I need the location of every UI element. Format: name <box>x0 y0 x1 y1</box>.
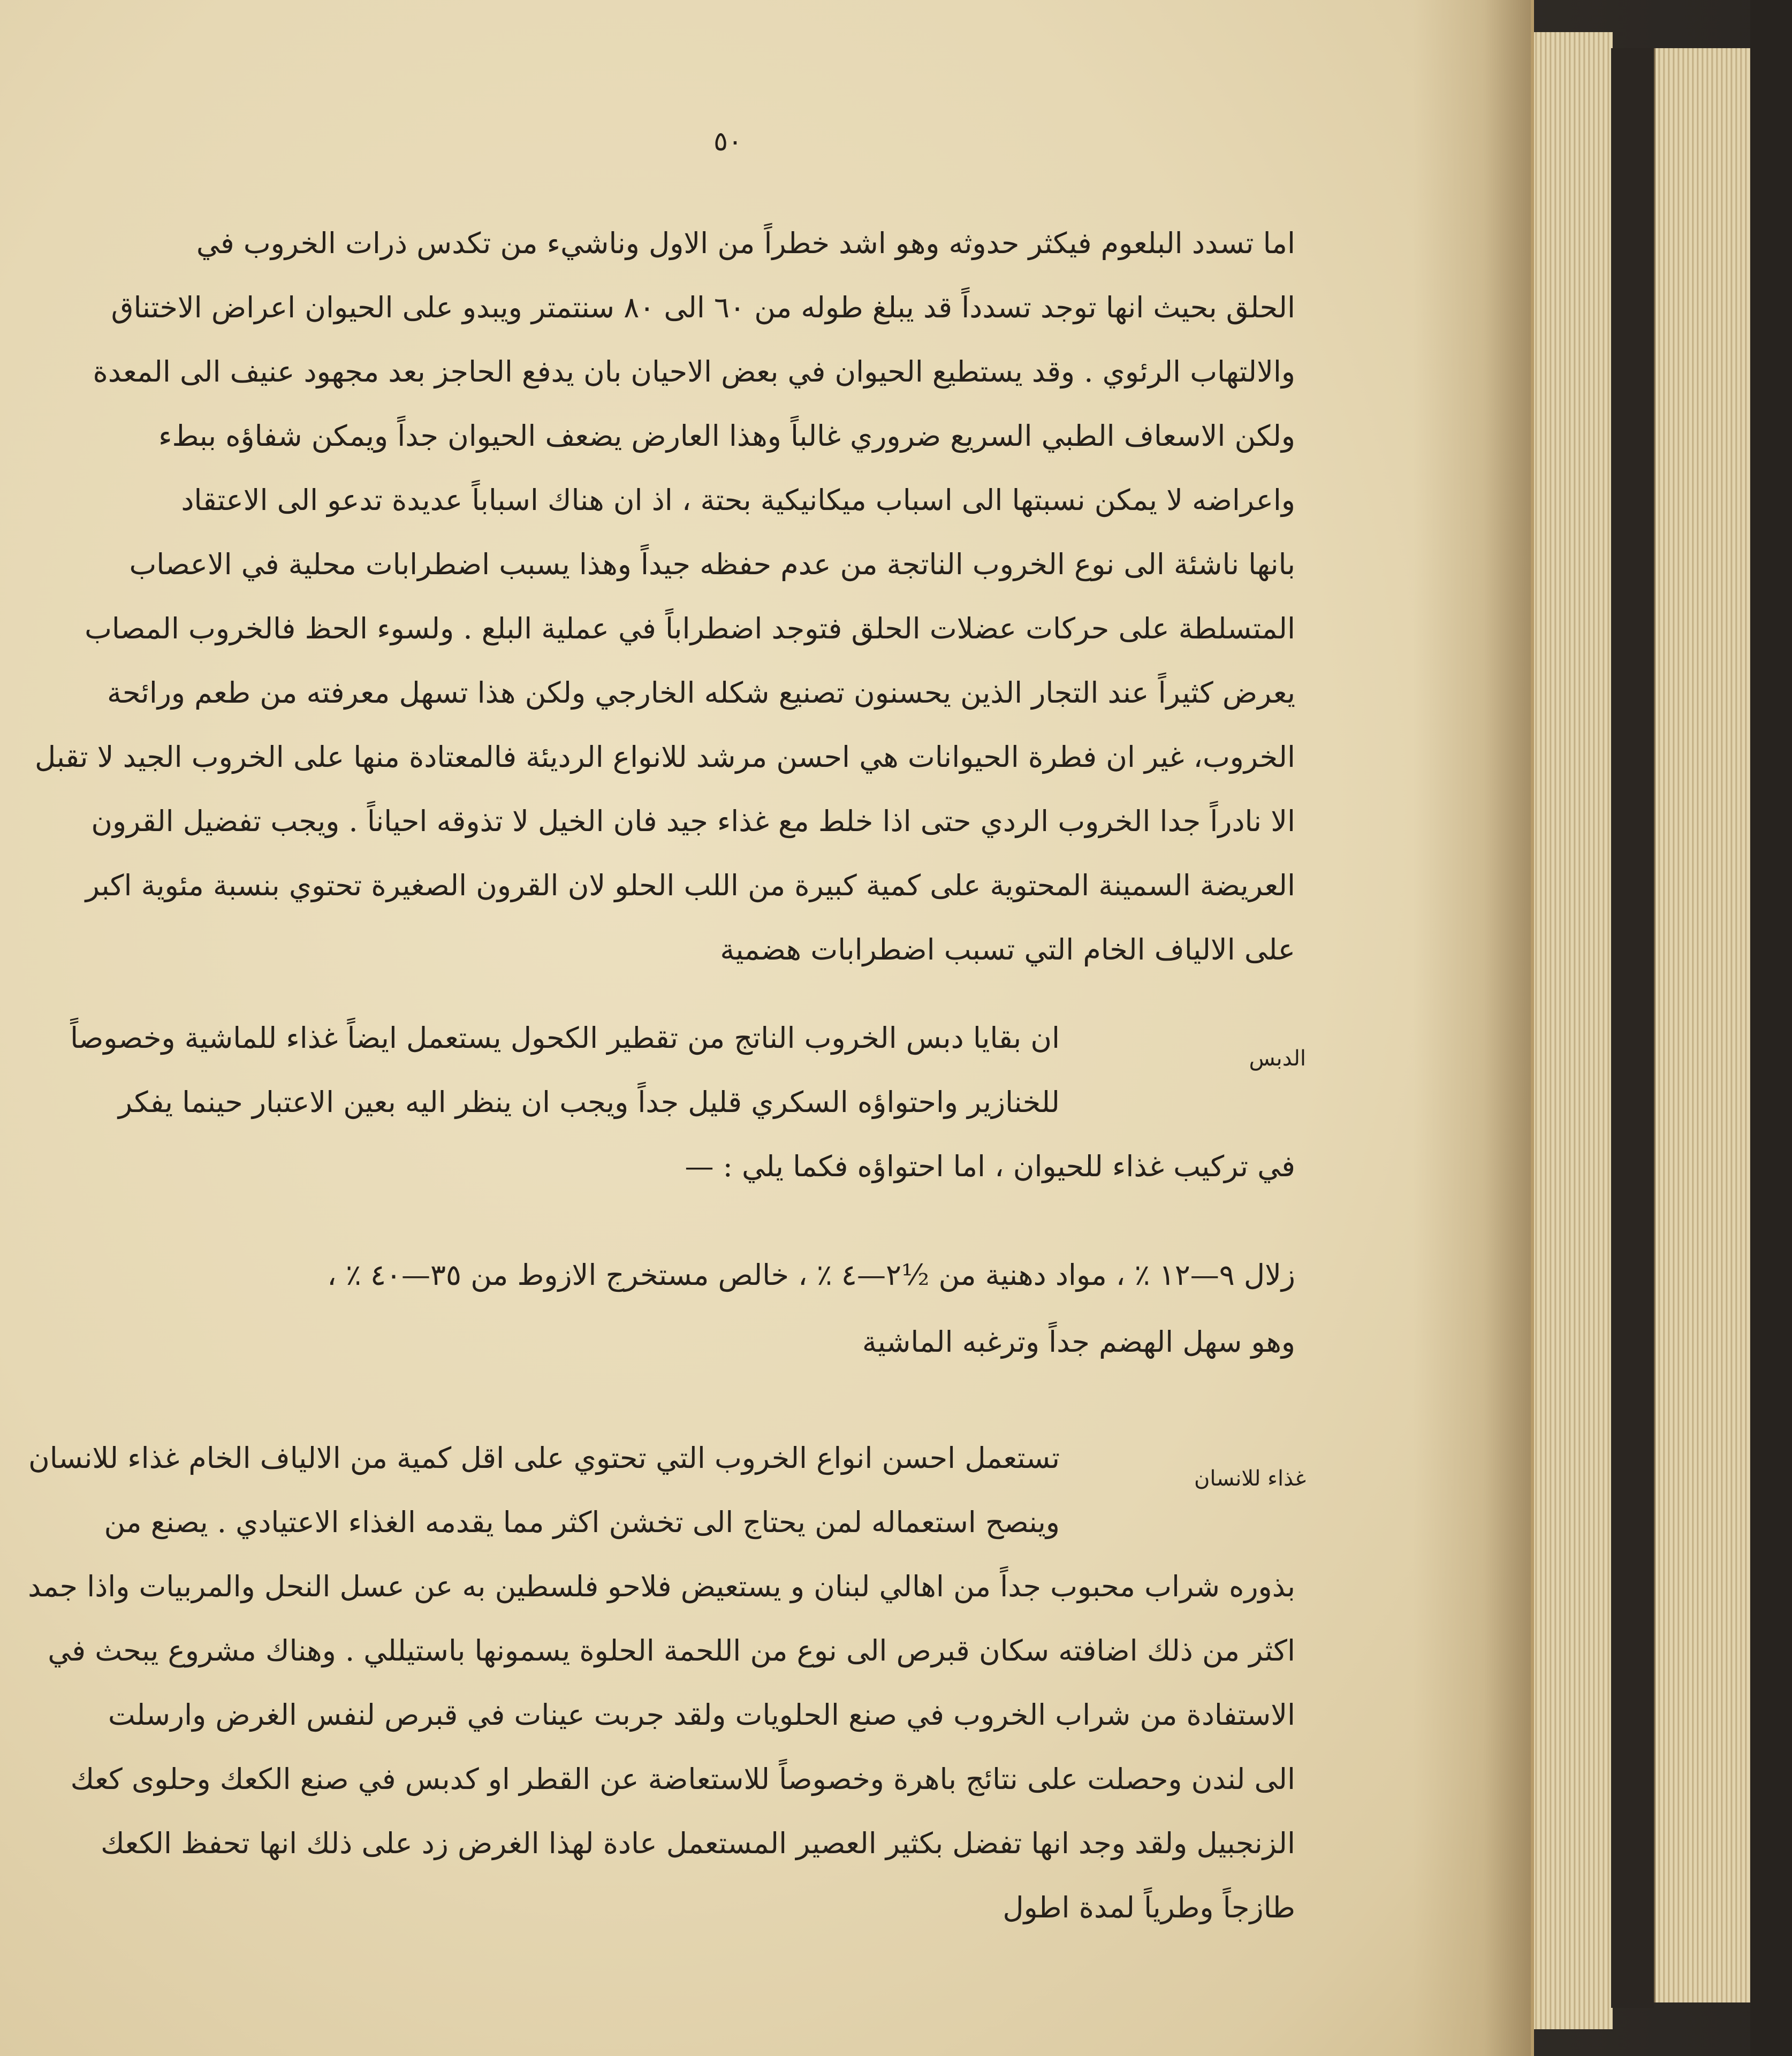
text-line: تستعمل احسن انواع الخروب التي تحتوي على اقل كمية من الالياف الخام غذاء للانسان <box>28 1441 1060 1475</box>
text-line: العريضة السمينة المحتوية على كمية كبيرة من اللب الحلو لان القرون الصغيرة تحتوي بنسبة مئوية اكبر <box>85 869 1295 902</box>
text-line: والالتهاب الرئوي . وقد يستطيع الحيوان في بعض الاحيان بان يدفع الحاجز بعد مجهود عنيف الى المعدة <box>93 355 1295 389</box>
paragraph-dibs-continuation <box>139 1134 1295 1199</box>
text-line: الزنجبيل ولقد وجد انها تفضل بكثير العصير المستعمل عادة لهذا الغرض زد على ذلك انها تحفظ الكعك <box>101 1826 1295 1860</box>
text-line: وهو سهل الهضم جداً وترغبه الماشية <box>862 1325 1295 1359</box>
paragraph-dibs-intro <box>70 1006 1060 1134</box>
text-line: وينصح استعماله لمن يحتاج الى تخشن اكثر مما يقدمه الغذاء الاعتيادي . يصنع من <box>104 1505 1060 1539</box>
text-line: على الالياف الخام التي تسبب اضطرابات هضمية <box>720 933 1295 966</box>
text-line: بانها ناشئة الى نوع الخروب الناتجة من عدم حفظه جيداً وهذا يسبب اضطرابات محلية في الاعصاب <box>129 547 1295 581</box>
page-stack-edge <box>1531 32 1613 2029</box>
paragraph-carob-obstruction <box>34 211 1295 982</box>
text-line: يعرض كثيراً عند التجار الذين يحسنون تصنيع شكله الخارجي ولكن هذا تسهل معرفته من طعم ورائحة <box>107 676 1295 710</box>
text-line: واعراضه لا يمكن نسبتها الى اسباب ميكانيكية بحتة ، اذ ان هناك اسباباً عديدة تدعو الى الاعتقاد <box>181 483 1295 517</box>
page-stack-edge-outer <box>1654 48 1752 2002</box>
book-cover-gap <box>1611 48 1654 2008</box>
text-line: الى لندن وحصلت على نتائج باهرة وخصوصاً للاستعاضة عن القطر او كدبس في صنع الكعك وحلوى كعك <box>70 1762 1295 1796</box>
text-line: زلال ٩—١٢ ٪ ، مواد دهنية من ½٢—٤ ٪ ، خالص مستخرج الازوط من ٣٥—٤٠ ٪ ، <box>327 1258 1295 1292</box>
text-line: الخروب، غير ان فطرة الحيوانات هي احسن مرشد للانواع الرديئة فالمعتادة منها على الخروب الجيد لا تقبل <box>34 740 1295 774</box>
paragraph-human-food-continuation <box>28 1555 1295 1940</box>
text-line: ان بقايا دبس الخروب الناتج من تقطير الكحول يستعمل ايضاً غذاء للماشية وخصوصاً <box>70 1021 1060 1055</box>
text-line: اما تسدد البلعوم فيكثر حدوثه وهو اشد خطراً من الاول وناشيء من تكدس ذرات الخروب في <box>196 226 1295 260</box>
page-number: ٥٠ <box>713 126 742 157</box>
text-line: طازجاً وطرياً لمدة اطول <box>1003 1891 1295 1924</box>
text-line: اكثر من ذلك اضافته سكان قبرص الى نوع من اللحمة الحلوة يسمونها باستيللي . وهناك مشروع يبحث في <box>48 1634 1295 1667</box>
text-line: للخنازير واحتواؤه السكري قليل جداً ويجب ان ينظر اليه بعين الاعتبار حينما يفكر <box>118 1085 1060 1119</box>
text-line: الا نادراً جدا الخروب الردي حتى اذا خلط مع غذاء جيد فان الخيل لا تذوقه احياناً . ويجب تفضيل القرون <box>91 804 1295 838</box>
text-line: الاستفادة من شراب الخروب في صنع الحلويات ولقد جربت عينات في قبرص لنفس الغرض وارسلت <box>108 1698 1295 1732</box>
book-cover-edge <box>1750 0 1792 2056</box>
text-line: المتسلطة على حركات عضلات الحلق فتوجد اضطراباً في عملية البلع . ولسوء الحظ فالخروب المصاب <box>85 612 1295 645</box>
text-line: في تركيب غذاء للحيوان ، اما احتواؤه فكما يلي : — <box>685 1149 1295 1183</box>
text-line: بذوره شراب محبوب جداً من اهالي لبنان و يستعيض فلاحو فلسطين به عن عسل النحل والمربيات واذا جمد <box>28 1570 1295 1603</box>
paragraph-human-food-intro <box>28 1426 1060 1555</box>
paragraph-dibs-composition <box>139 1242 1295 1375</box>
text-line: ولكن الاسعاف الطبي السريع ضروري غالباً وهذا العارض يضعف الحيوان جداً ويمكن شفاؤه ببطء <box>158 419 1295 453</box>
margin-heading-dibs: الدبس <box>1249 1046 1306 1071</box>
margin-heading-human-food: غذاء للانسان <box>1194 1466 1306 1491</box>
text-line: الحلق بحيث انها توجد تسدداً قد يبلغ طوله من ٦٠ الى ٨٠ سنتمتر ويبدو على الحيوان اعراض الاختناق <box>111 291 1295 324</box>
